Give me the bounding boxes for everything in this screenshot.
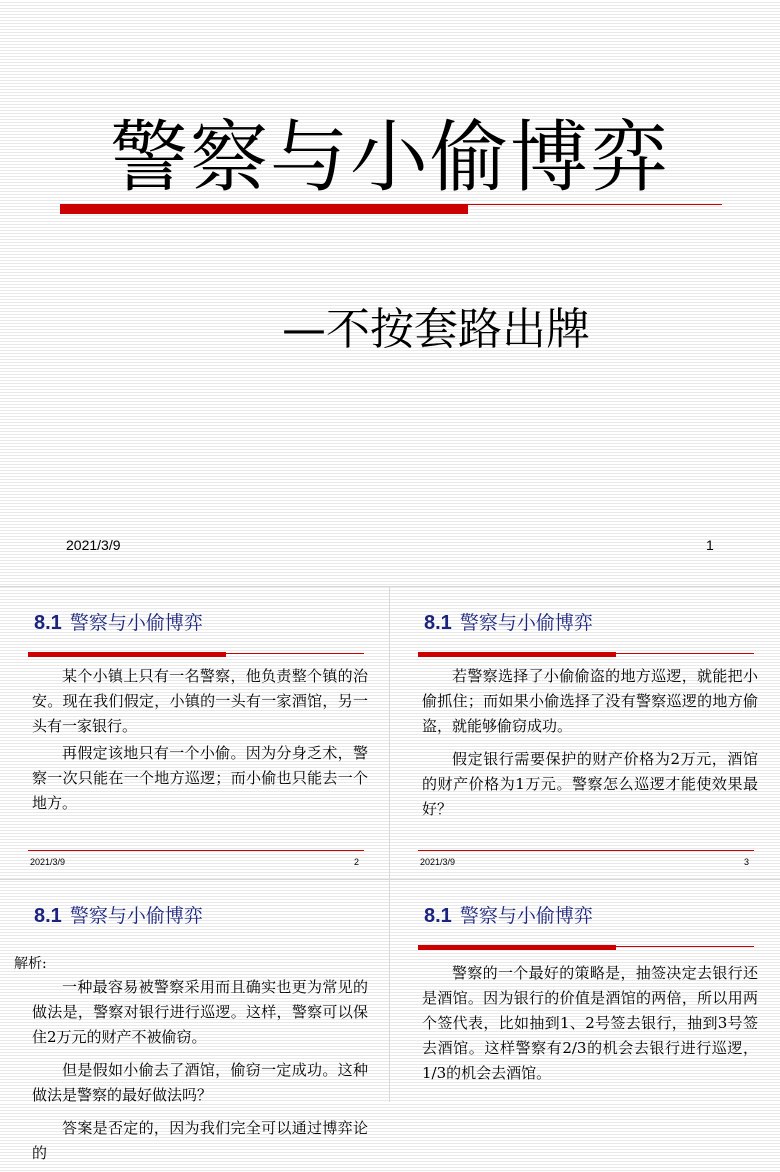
slide-number: 3 xyxy=(744,857,750,867)
paragraph: 若警察选择了小偷偷盗的地方巡逻，就能把小偷抓住；而如果小偷选择了没有警察巡逻的地方偷盗，就能够偷窃成功。 xyxy=(422,667,758,735)
section-title: 警察与小偷博弈 xyxy=(69,612,203,634)
section-number: 8.1 xyxy=(424,612,452,634)
paragraph: 某个小镇上只有一名警察，他负责整个镇的治安。现在我们假定，小镇的一头有一家酒馆，另一头有一家银行。 xyxy=(32,667,368,735)
slide-body xyxy=(32,975,368,1166)
section-number: 8.1 xyxy=(34,905,62,927)
section-number: 8.1 xyxy=(34,612,62,634)
slide-date: 2021/3/9 xyxy=(420,857,456,867)
title-underline-thin xyxy=(468,204,722,205)
paragraph: 假定银行需要保护的财产价格为2万元，酒馆的财产价格为1万元。警察怎么巡逻才能使效果最好？ xyxy=(422,750,758,818)
slide-heading xyxy=(424,903,593,929)
slide-2 xyxy=(0,586,390,879)
section-title: 警察与小偷博弈 xyxy=(69,905,203,927)
heading-underline-thin xyxy=(226,653,364,654)
paragraph: 但是假如小偷去了酒馆，偷窃一定成功。这种做法是警察的最好做法吗？ xyxy=(32,1061,368,1104)
slide-body xyxy=(422,664,758,822)
section-title: 警察与小偷博弈 xyxy=(459,905,593,927)
paragraph: 再假定该地只有一个小偷。因为分身乏术，警察一次只能在一个地方巡逻；而小偷也只能去一个地方。 xyxy=(32,744,368,812)
section-title: 警察与小偷博弈 xyxy=(459,612,593,634)
paragraph: 一种最容易被警察采用而且确实也更为常见的做法是，警察对银行进行巡逻。这样，警察可以保住2万元的财产不被偷窃。 xyxy=(32,978,368,1046)
footer-line xyxy=(418,850,754,851)
slide-5 xyxy=(390,879,780,1172)
slide-body xyxy=(32,664,368,816)
slide-heading xyxy=(424,610,593,636)
section-number: 8.1 xyxy=(424,905,452,927)
slide-title: 警察与小偷博弈 xyxy=(109,113,670,203)
slide-heading xyxy=(34,903,203,929)
slide-heading xyxy=(34,610,203,636)
heading-underline-thick xyxy=(28,652,226,657)
slide-subtitle: —不按套路出牌 xyxy=(282,304,590,355)
slide-date: 2021/3/9 xyxy=(66,537,121,553)
footer-line xyxy=(28,850,364,851)
heading-underline-thick xyxy=(418,652,616,657)
heading-underline-thin xyxy=(616,946,754,947)
slide-date: 2021/3/9 xyxy=(30,857,66,867)
title-underline-thick xyxy=(60,204,468,214)
heading-underline-thin xyxy=(616,653,754,654)
slide-3 xyxy=(390,586,780,879)
slide-number: 1 xyxy=(706,537,714,553)
slide-number: 2 xyxy=(354,857,360,867)
paragraph: 答案是否定的，因为我们完全可以通过博弈论的 xyxy=(32,1119,368,1162)
heading-underline-thick xyxy=(418,945,616,950)
slide-body xyxy=(422,961,758,1086)
paragraph: 警察的一个最好的策略是，抽签决定去银行还是酒馆。因为银行的价值是酒馆的两倍，所以用两个签代表，比如抽到1、2号签去银行，抽到3号签去酒馆。这样警察有2/3的机会去银行进行巡逻，1/3的机会去酒馆。 xyxy=(422,964,758,1082)
slide-4 xyxy=(0,879,390,1172)
analysis-label: 解析: xyxy=(14,956,47,972)
